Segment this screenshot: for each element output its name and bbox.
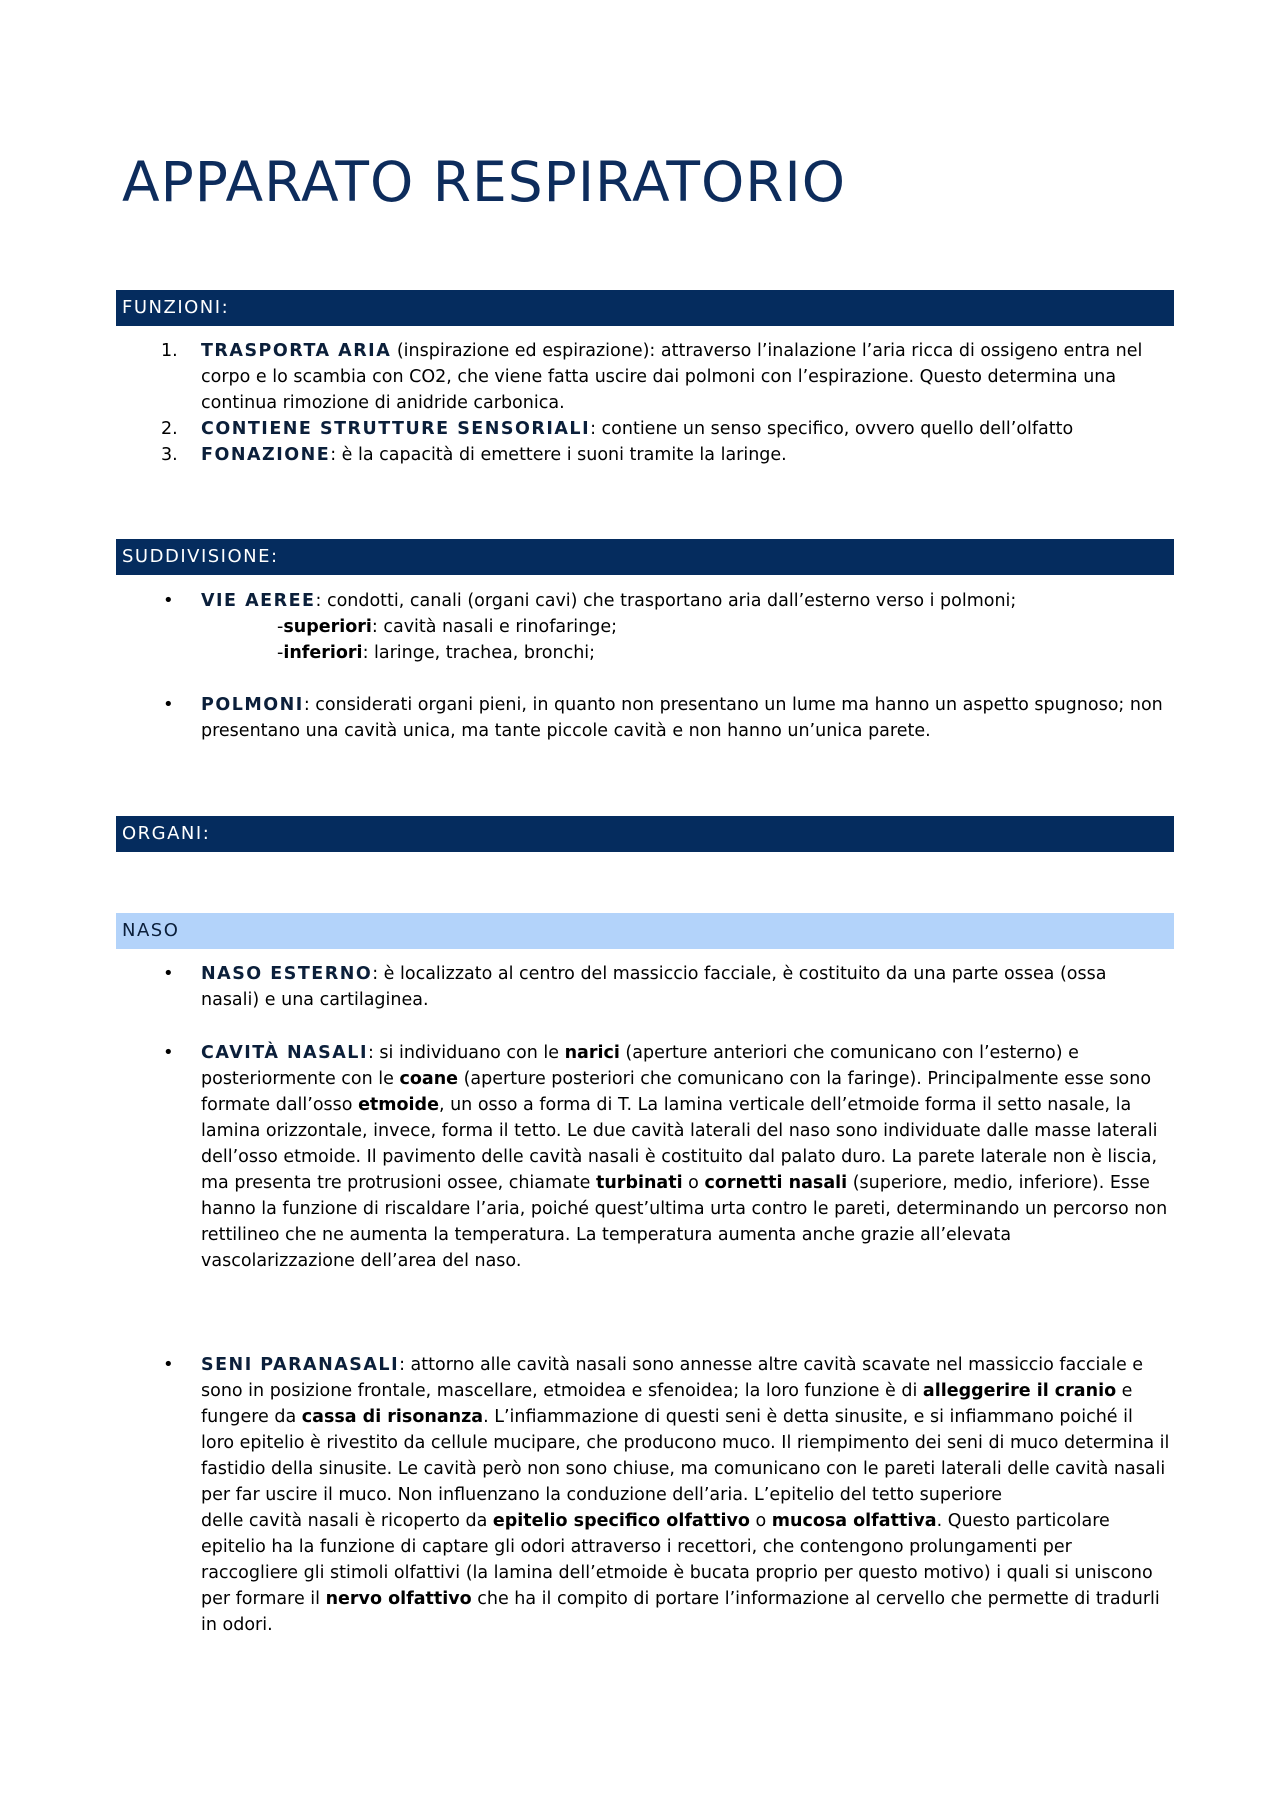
item-text: (inspirazione ed espirazione): attraverso l’inalazione l’aria ricca di ossigeno entra nel corpo e lo scambia con CO2, che viene fatta uscire dai polmoni con l’espirazione. Questo determina una continua rimozione di anidride carbonica. xyxy=(201,341,1143,413)
bold-term: cassa di risonanza xyxy=(301,1407,484,1427)
sub-text: : laringe, trachea, bronchi; xyxy=(362,643,596,663)
sub-keyword: inferiori xyxy=(283,643,363,663)
section-header-organi: ORGANI: xyxy=(116,816,1174,852)
list-number: 1. xyxy=(161,341,178,361)
list-item xyxy=(0,692,1280,744)
item-text: : è localizzato al centro del massiccio facciale, è costituito da una parte ossea (ossa nasali) e una cartilaginea. xyxy=(201,964,1107,1010)
text-run: : attorno alle cavità nasali sono annesse altre cavità scavate nel massiccio facciale e sono in posizione frontale, mascellare, etmoidea e sfenoidea; la loro funzione è di xyxy=(201,1355,1144,1401)
bullet-icon: • xyxy=(163,1354,174,1375)
naso-esterno xyxy=(0,961,1280,1013)
section-header-funzioni: FUNZIONI: xyxy=(116,290,1174,326)
sub-keyword: superiori xyxy=(283,617,372,637)
page-title: APPARATO RESPIRATORIO xyxy=(122,150,846,214)
funzioni-list xyxy=(0,338,1280,468)
text-run: : si individuano con le xyxy=(367,1043,565,1063)
keyword: CAVITÀ NASALI xyxy=(201,1043,368,1063)
list-item xyxy=(0,961,1280,1013)
bold-term: narici xyxy=(564,1043,620,1063)
subsection-header-naso: NASO xyxy=(116,913,1174,949)
sub-item xyxy=(0,614,1280,640)
text-run: (aperture anteriori che comunicano con l’esterno) e posteriormente con le xyxy=(201,1043,1079,1089)
seni-paranasali xyxy=(0,1352,1280,1638)
text-run: . Questo particolare epitelio ha la funzione di captare gli odori attraverso i recettori, che contengono prolungamenti per raccogliere gli stimoli olfattivi (la lamina dell’etmoide è bucata proprio per questo motivo) i quali si uniscono per formare il xyxy=(201,1511,1153,1609)
text-run: (superiore, medio, inferiore). Esse hanno la funzione di riscaldare l’aria, poiché quest’ultima urta contro le pareti, determinando un percorso non rettilineo che ne aumenta la temperatura. La temperatura aumenta anche grazie all’elevata vascolarizzazione dell’area del naso. xyxy=(201,1173,1168,1271)
item-text: : considerati organi pieni, in quanto non presentano un lume ma hanno un aspetto spugnoso; non presentano una cavità unica, ma tante piccole cavità e non hanno un’unica parete. xyxy=(201,695,1163,741)
list-item xyxy=(0,416,1280,442)
text-run: che ha il compito di portare l’informazione al cervello che permette di tradurli in odori. xyxy=(201,1589,1160,1635)
bold-term: alleggerire il cranio xyxy=(922,1381,1117,1401)
item-text: : condotti, canali (organi cavi) che trasportano aria dall’esterno verso i polmoni; xyxy=(315,591,1017,611)
text-run: delle cavità nasali è ricoperto da xyxy=(201,1511,493,1531)
item-text: : contiene un senso specifico, ovvero quello dell’olfatto xyxy=(590,419,1074,439)
sub-item xyxy=(0,640,1280,666)
keyword: CONTIENE STRUTTURE SENSORIALI xyxy=(201,419,591,439)
bold-term: coane xyxy=(399,1069,459,1089)
bold-term: cornetti nasali xyxy=(704,1173,848,1193)
bold-term: etmoide xyxy=(358,1095,439,1115)
keyword: NASO ESTERNO xyxy=(201,964,373,984)
bullet-icon: • xyxy=(163,694,174,715)
suddivisione-polmoni xyxy=(0,692,1280,744)
text-run: (aperture posteriori che comunicano con la faringe). Principalmente esse sono formate dall’osso xyxy=(201,1069,1152,1115)
dash: - xyxy=(277,643,284,663)
keyword: FONAZIONE xyxy=(201,445,331,465)
cavita-nasali xyxy=(0,1040,1280,1274)
list-item xyxy=(0,1040,1280,1274)
sub-text: : cavità nasali e rinofaringe; xyxy=(371,617,617,637)
item-text: : è la capacità di emettere i suoni tramite la laringe. xyxy=(330,445,787,465)
keyword: SENI PARANASALI xyxy=(201,1355,400,1375)
list-item xyxy=(0,1352,1280,1638)
dash: - xyxy=(277,617,284,637)
text-run: e fungere da xyxy=(201,1381,1133,1427)
list-item xyxy=(0,588,1280,614)
bullet-icon: • xyxy=(163,1042,174,1063)
list-item xyxy=(0,338,1280,416)
text-run: , un osso a forma di T. La lamina verticale dell’etmoide forma il setto nasale, la lamina orizzontale, invece, forma il tetto. Le due cavità laterali del naso sono individuate dalle masse laterali dell’osso etmoide. Il pavimento delle cavità nasali è costituito dal palato duro. La parete laterale non è liscia, ma presenta tre protrusioni ossee, chiamate xyxy=(201,1095,1158,1193)
bullet-icon: • xyxy=(163,590,174,611)
list-number: 3. xyxy=(161,445,178,465)
list-item xyxy=(0,442,1280,468)
list-number: 2. xyxy=(161,419,178,439)
bold-term: mucosa olfattiva xyxy=(771,1511,937,1531)
bold-term: epitelio specifico olfattivo xyxy=(492,1511,750,1531)
keyword: POLMONI xyxy=(201,695,304,715)
bullet-icon: • xyxy=(163,963,174,984)
text-run: . L’infiammazione di questi seni è detta sinusite, e si infiammano poiché il loro epitelio è rivestito da cellule mucipare, che producono muco. Il riempimento dei seni di muco determina il fastidio della sinusite. Le cavità però non sono chiuse, ma comunicano con le pareti laterali delle cavità nasali per far uscire il muco. Non influenzano la conduzione dell’aria. L’epitelio del tetto superiore xyxy=(201,1407,1170,1505)
bold-term: nervo olfattivo xyxy=(325,1589,472,1609)
bold-term: turbinati xyxy=(595,1173,683,1193)
keyword: TRASPORTA ARIA xyxy=(201,341,392,361)
section-header-suddivisione: SUDDIVISIONE: xyxy=(116,539,1174,575)
keyword: VIE AEREE xyxy=(201,591,316,611)
suddivisione-vie-aeree xyxy=(0,588,1280,666)
text-run: o xyxy=(682,1173,705,1193)
text-run: o xyxy=(749,1511,772,1531)
